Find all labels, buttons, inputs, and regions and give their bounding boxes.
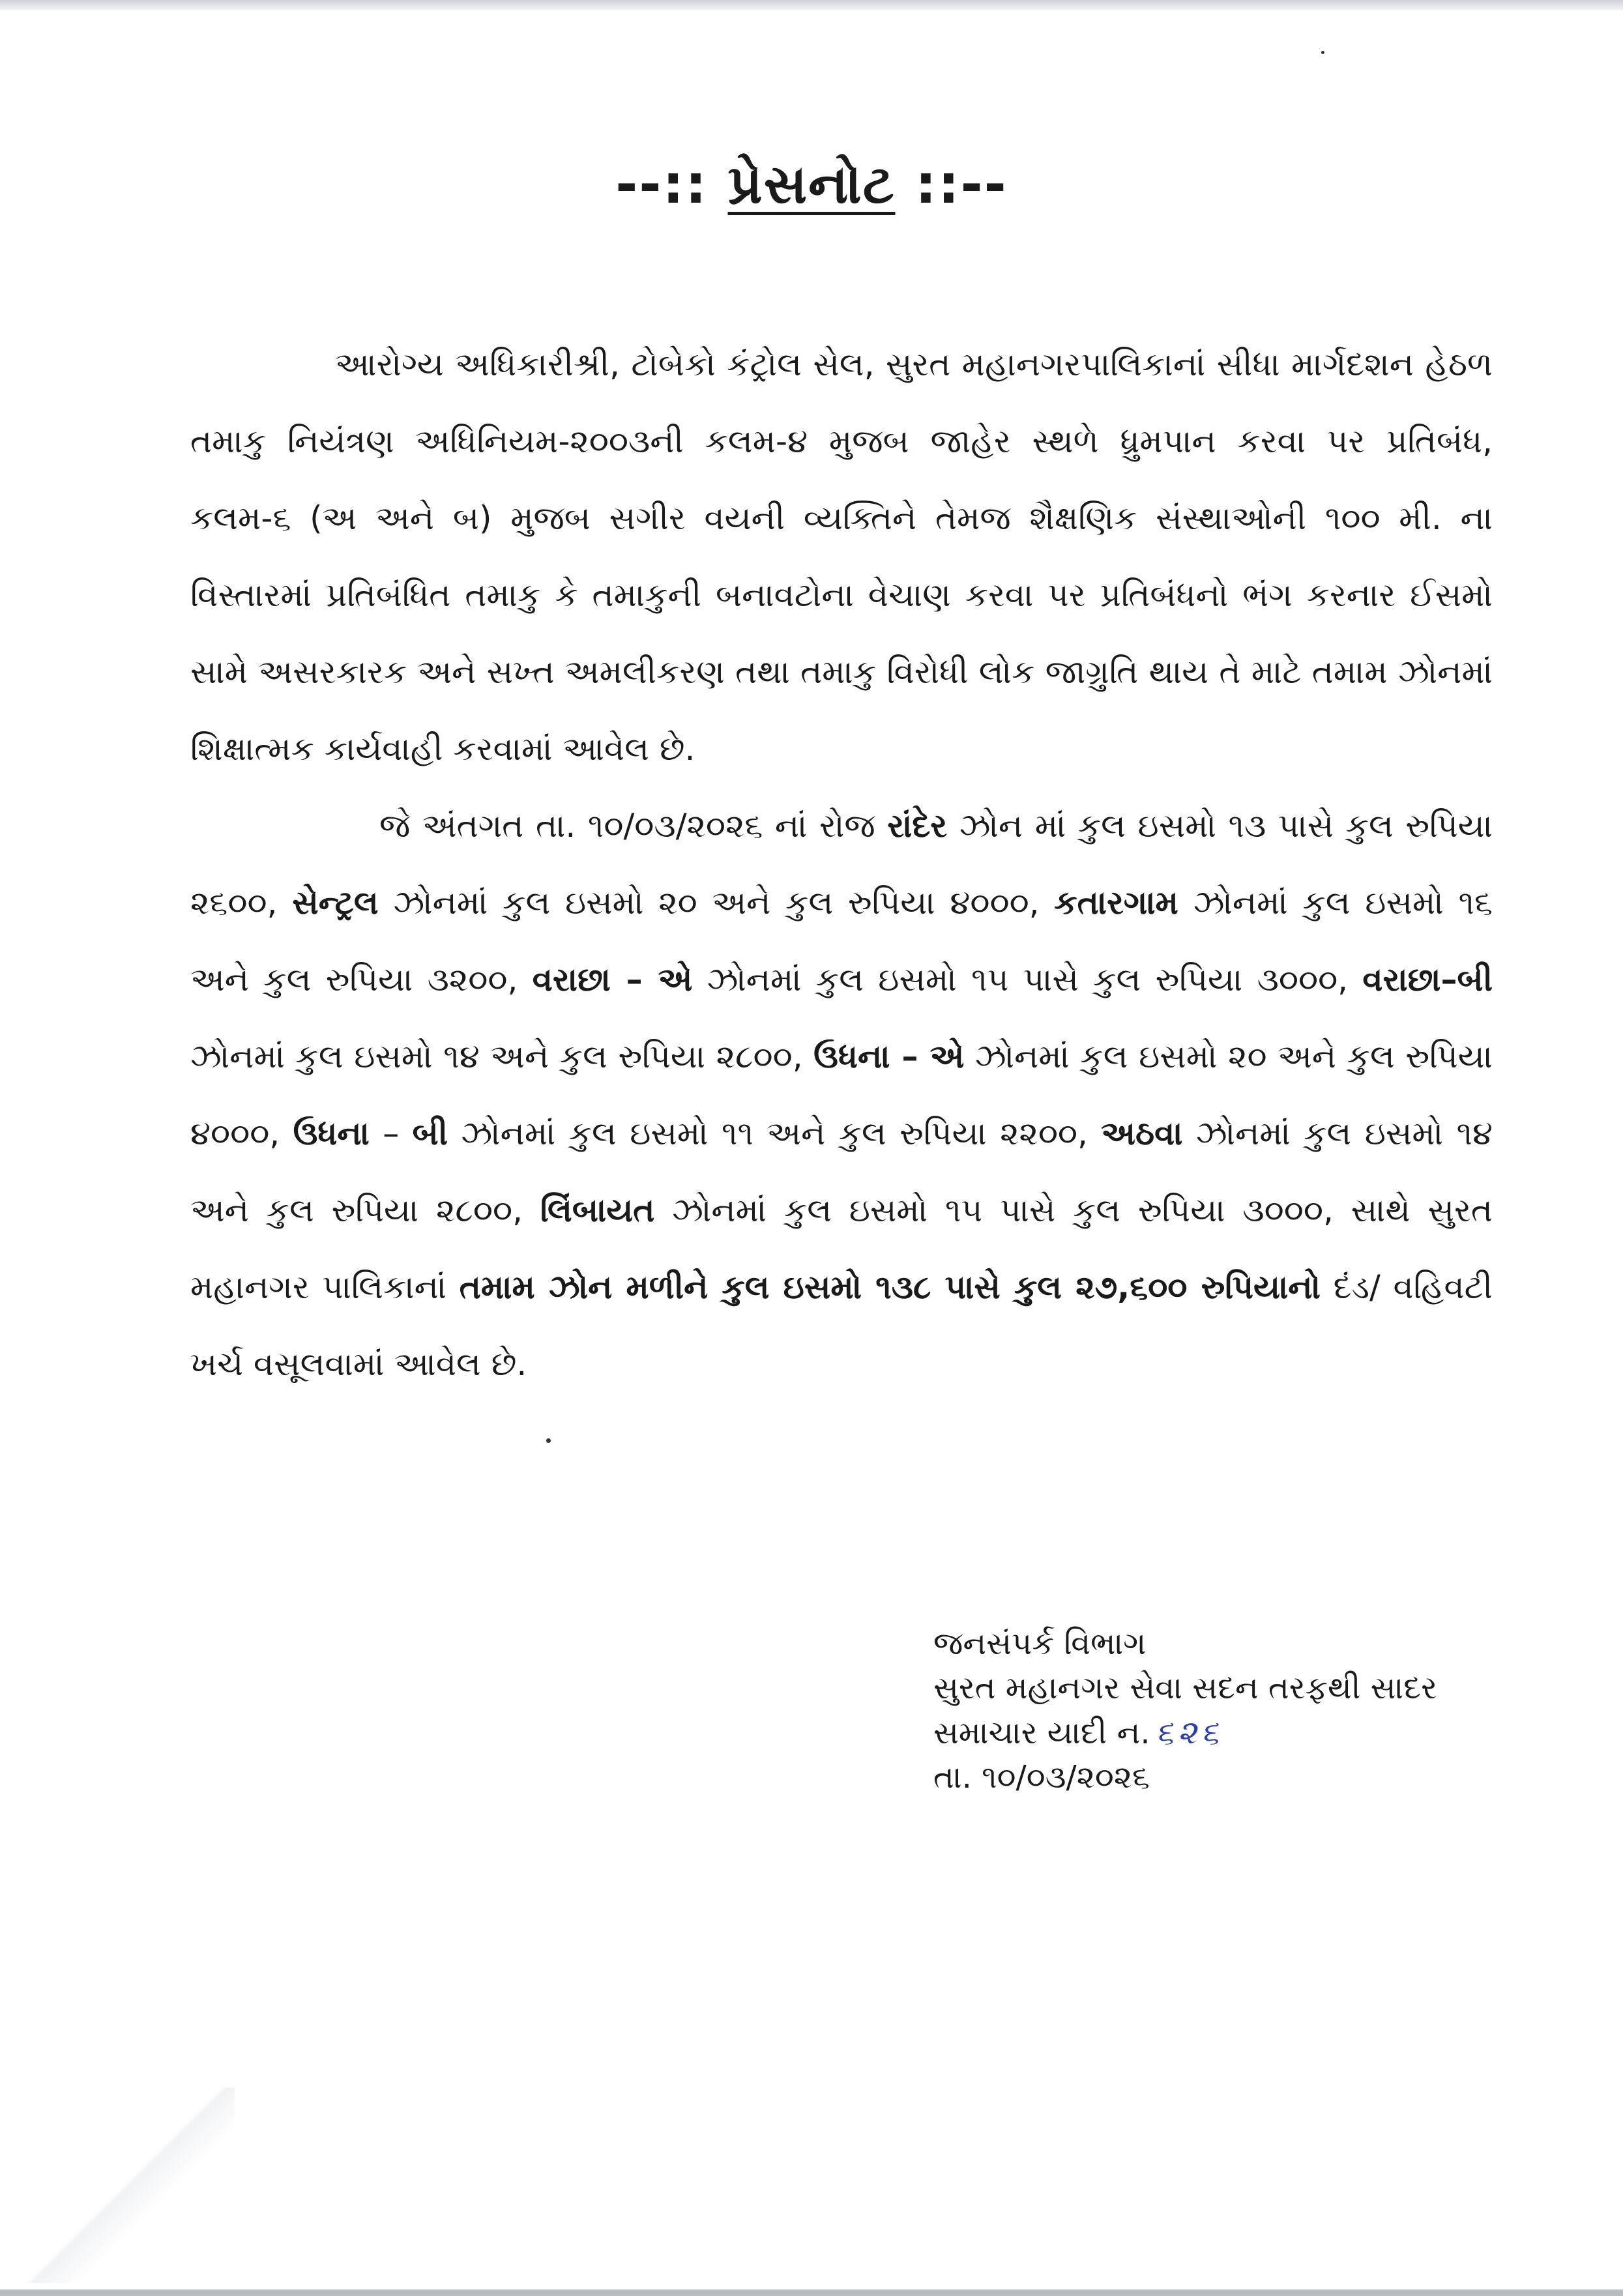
zone-name-athwa: અઠવા <box>1101 1114 1183 1152</box>
signature-department: જનસંપર્ક વિભાગ <box>933 1625 1147 1662</box>
text-segment: ઝોન માં કુલ ઇસમો ૧૩ પાસે કુલ રુપિયા ૨૬૦૦, <box>190 807 1493 922</box>
signature-block <box>933 1621 1437 1799</box>
signature-news-list-line <box>933 1710 1437 1755</box>
press-note-title <box>0 153 1623 217</box>
text-segment: ઝોનમાં કુલ ઇસમો ૧૧ અને કુલ રુપિયા ૨૨૦૦, <box>448 1114 1102 1152</box>
zone-name-limbayat: લિંબાયત <box>540 1191 655 1229</box>
signature-office: સુરત મહાનગર સેવા સદન તરફથી સાદર <box>933 1670 1437 1706</box>
zone-name-varachha-b: વરાછા–બી <box>1362 961 1493 998</box>
text-segment: જે અંતગત તા. ૧૦/૦૩/૨૦૨૬ નાં રોજ <box>379 807 888 845</box>
text-segment: – <box>369 1114 413 1152</box>
handwritten-number: ૬૨૬ <box>1155 1713 1223 1751</box>
zone-name-rander: રાંદેર <box>887 807 948 845</box>
text-segment: ઝોનમાં કુલ ઇસમો ૧૫ પાસે કુલ રુપિયા ૩૦૦૦, <box>692 961 1363 998</box>
total-summary: તમામ ઝોન મળીને કુલ ઇસમો ૧૩૮ પાસે કુલ ૨૭,૬૦૦ રુપિયાનો <box>459 1268 1321 1306</box>
scan-top-edge <box>0 0 1623 10</box>
text-segment: ઝોનમાં કુલ ઇસમો ૧૪ અને કુલ રુપિયા ૨૮૦૦, <box>190 1114 1493 1229</box>
zone-name-udhna: ઉધના <box>293 1114 370 1152</box>
scan-bottom-edge <box>0 2289 1623 2296</box>
paragraph-zone-fines <box>190 787 1493 1402</box>
title-suffix: ::-- <box>915 154 1008 216</box>
press-note-body <box>190 326 1493 1402</box>
scan-speck <box>1321 51 1324 54</box>
text-segment: દંડ/ વહિવટી ખર્ચ વસૂલવામાં આવેલ છે. <box>190 1268 1493 1383</box>
text-segment: ઝોનમાં કુલ ઇસમો ૧૪ અને કુલ રુપિયા ૨૮૦૦, <box>190 1038 814 1075</box>
text-segment: ઝોનમાં કુલ ઇસમો ૧૫ પાસે કુલ રુપિયા ૩૦૦૦, સાથે સુરત મહાનગર પાલિકાનાં <box>190 1191 1493 1306</box>
zone-name-varachha-a: વરાછા – એ <box>532 961 693 998</box>
title-prefix: --:: <box>615 154 708 216</box>
scan-speck <box>546 1438 551 1443</box>
zone-name-udhna-b-suffix: બી <box>412 1114 448 1152</box>
paragraph-intro: આરોગ્ય અધિકારીશ્રી, ટોબેકો કંટ્રોલ સેલ, સુરત મહાનગરપાલિકાનાં સીધા માર્ગદશન હેઠળ તમાકુ નિયંત્રણ અધિનિયમ-૨૦૦૩ની કલમ-૪ મુજબ જાહેર સ્થળે ધ્રુમપાન કરવા પર પ્રતિબંધ, કલમ-૬ (અ અને બ) મુજબ સગીર વયની વ્યક્તિને તેમજ શૈક્ષણિક સંસ્થાઓની ૧૦૦ મી. ના વિસ્તારમાં પ્રતિબંધિત તમાકુ કે તમાકુની બનાવટોના વેચાણ કરવા પર પ્રતિબંધનો ભંગ કરનાર ઈસમો સામે અસરકારક અને સખ્ત અમલીકરણ તથા તમાકુ વિરોધી લોક જાગ્રુતિ થાય તે માટે તમામ ઝોનમાં શિક્ષાત્મક કાર્યવાહી કરવામાં આવેલ છે. <box>190 345 1493 768</box>
signature-date: તા. ૧૦/૦૩/૨૦૨૬ <box>933 1759 1150 1795</box>
text-segment: ઝોનમાં કુલ ઇસમો ૨૦ અને કુલ રુપિયા ૪૦૦૦, <box>190 1038 1493 1152</box>
text-segment: ઝોનમાં કુલ ઇસમો ૨૦ અને કુલ રુપિયા ૪૦૦૦, <box>378 884 1055 922</box>
scan-fold-shadow <box>26 2087 235 2283</box>
zone-name-udhna-a: ઉધના – એ <box>813 1038 965 1075</box>
title-text: પ્રેસનોટ <box>727 154 896 216</box>
text-segment: ઝોનમાં કુલ ઇસમો ૧૬ અને કુલ રુપિયા ૩૨૦૦, <box>190 884 1493 998</box>
zone-name-central: સેન્ટ્રલ <box>292 884 379 922</box>
signature-news-list-label: સમાચાર યાદી ન. <box>933 1715 1150 1751</box>
zone-name-katargam: કતારગામ <box>1054 884 1178 922</box>
